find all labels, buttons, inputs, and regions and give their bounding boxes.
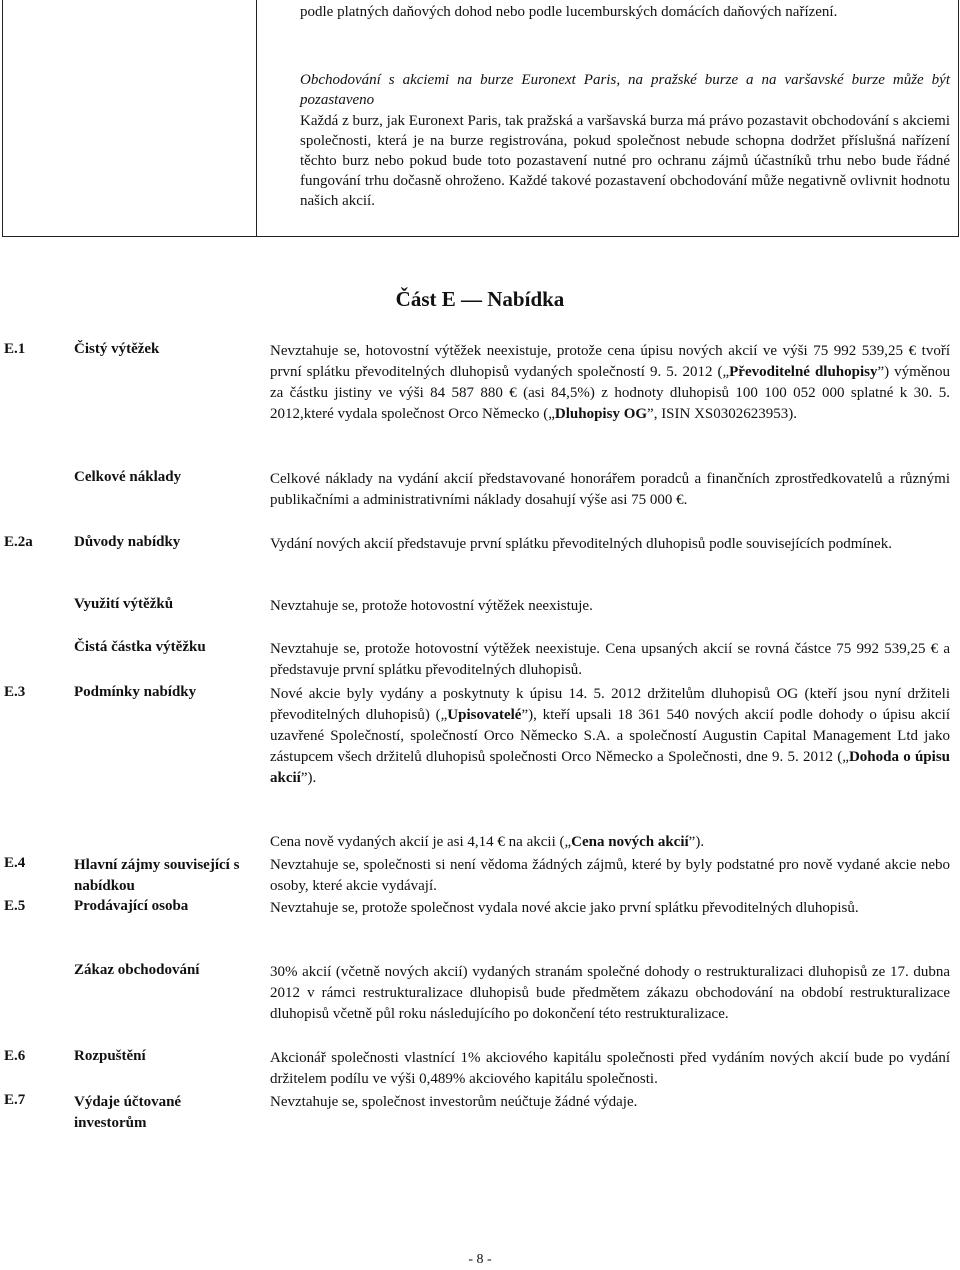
label-offer-terms: Podmínky nabídky — [74, 684, 197, 700]
label-selling-person: Prodávající osoba — [74, 898, 189, 914]
page-number: - 8 - — [468, 1252, 492, 1267]
text-investor-expenses: Nevztahuje se, společnost investorům neúčtuje žádné výdaje. — [270, 1094, 638, 1110]
text-new-share-price: Cena nově vydaných akcií je asi 4,14 € na akcii („Cena nových akcií”). — [270, 834, 705, 850]
label-dilution: Rozpuštění — [74, 1048, 146, 1064]
text-dilution: Akcionář společnosti vlastnící 1% akciového kapitálu společnosti před vydáním nových akcií bude po vydání držitelem podílu ve výši 0,489% akciového kapitálu společnosti. — [270, 1050, 950, 1087]
code-e4: E.4 — [4, 855, 26, 871]
text-main-interests: Nevztahuje se, společnosti si není vědoma žádných zájmů, které by byly podstatné pro nově vydané akcie nebo osoby, které akcie vydávají. — [270, 857, 950, 894]
column-divider — [256, 0, 257, 236]
text-use-of-proceeds: Nevztahuje se, protože hotovostní výtěžek neexistuje. — [270, 598, 593, 614]
text-total-costs: Celkové náklady na vydání akcií představované honorářem poradců a finančních zprostředkovatelů a různými publikačními a administrativními náklady dosahují výše asi 75 000 €. — [270, 471, 950, 508]
text-offer-reasons: Vydání nových akcií představuje první splátku převoditelných dluhopisů podle souvisejících podmínek. — [270, 536, 892, 552]
label-main-interests: Hlavní zájmy související s nabídkou — [74, 857, 240, 894]
label-offer-reasons: Důvody nabídky — [74, 534, 181, 550]
code-e6: E.6 — [4, 1048, 26, 1064]
label-investor-expenses: Výdaje účtované investorům — [74, 1094, 182, 1131]
text-offer-terms: Nové akcie byly vydány a poskytnuty k úpisu 14. 5. 2012 držitelům dluhopisů OG (kteří jsou nyní držiteli převoditelných dluhopisů) („Upisovatelé”), kteří upsali 18 361 540 nových akcií podle dohody o úpisu akcií uzavřené Společností, společností Orco Německo S.A. a společností Augustin Capital Management Ltd jako zástupcem všech držitelů dluhopisů společnosti Orco Německo a Společnosti, dne 9. 5. 2012 („Dohoda o úpisu akcií”). — [270, 686, 950, 786]
label-trading-ban: Zákaz obchodování — [74, 962, 200, 978]
tax-paragraph: podle platných daňových dohod nebo podle lucemburských domácích daňových nařízení. — [300, 4, 838, 20]
section-heading: Část E — Nabídka — [395, 287, 565, 311]
text-net-amount: Nevztahuje se, protože hotovostní výtěžek neexistuje. Cena upsaných akcií se rovná částce 75 992 539,25 € a představuje první splátku převoditelných dluhopisů. — [270, 641, 950, 678]
risk-title: Obchodování s akciemi na burze Euronext Paris, na pražské burze a na varšavské burze může být pozastaveno — [300, 72, 950, 108]
code-e2a: E.2a — [4, 534, 33, 550]
code-e5: E.5 — [4, 898, 26, 914]
text-selling-person: Nevztahuje se, protože společnost vydala nové akcie jako první splátku převoditelných dluhopisů. — [270, 900, 859, 916]
code-e3: E.3 — [4, 684, 26, 700]
risk-body: Každá z burz, jak Euronext Paris, tak pražská a varšavská burza má právo pozastavit obchodování s akciemi společnosti, která je na burze registrována, pokud společnost nebude schopna dodržet příslušná nařízení těchto burz nebo pokud bude toto pozastavení nutné pro ochranu zájmů účastníků trhu nebo bude řádné fungování trhu dočasně ohroženo. Každé takové pozastavení obchodování může negativně ovlivnit hodnotu našich akcií. — [300, 113, 950, 209]
label-use-of-proceeds: Využití výtěžků — [74, 596, 174, 612]
text-net-proceeds: Nevztahuje se, hotovostní výtěžek neexistuje, protože cena úpisu nových akcií ve výši 75 992 539,25 € tvoří první splátku převoditelných dluhopisů vydaných společností 9. 5. 2012 („Převoditelné dluhopisy”) výměnou za částku jistiny ve výši 84 587 880 € (asi 84,5%) z hodnoty dluhopisů 100 100 052 000 splatné k 30. 5. 2012,které vydala společnost Orco Německo („Dluhopisy OG”, ISIN XS0302623953). — [270, 343, 950, 422]
code-e1: E.1 — [4, 341, 26, 357]
label-net-proceeds: Čistý výtěžek — [74, 341, 160, 357]
label-net-amount: Čistá částka výtěžku — [74, 639, 206, 655]
label-total-costs: Celkové náklady — [74, 469, 182, 485]
code-e7: E.7 — [4, 1092, 26, 1108]
text-trading-ban: 30% akcií (včetně nových akcií) vydaných stranám společné dohody o restrukturalizaci dluhopisů ze 17. dubna 2012 v rámci restrukturalizace dluhopisů bude předmětem zákazu obchodování na období restrukturalizace dluhopisů včetně půl roku následujícího po dokončení této restrukturalizace. — [270, 964, 950, 1022]
